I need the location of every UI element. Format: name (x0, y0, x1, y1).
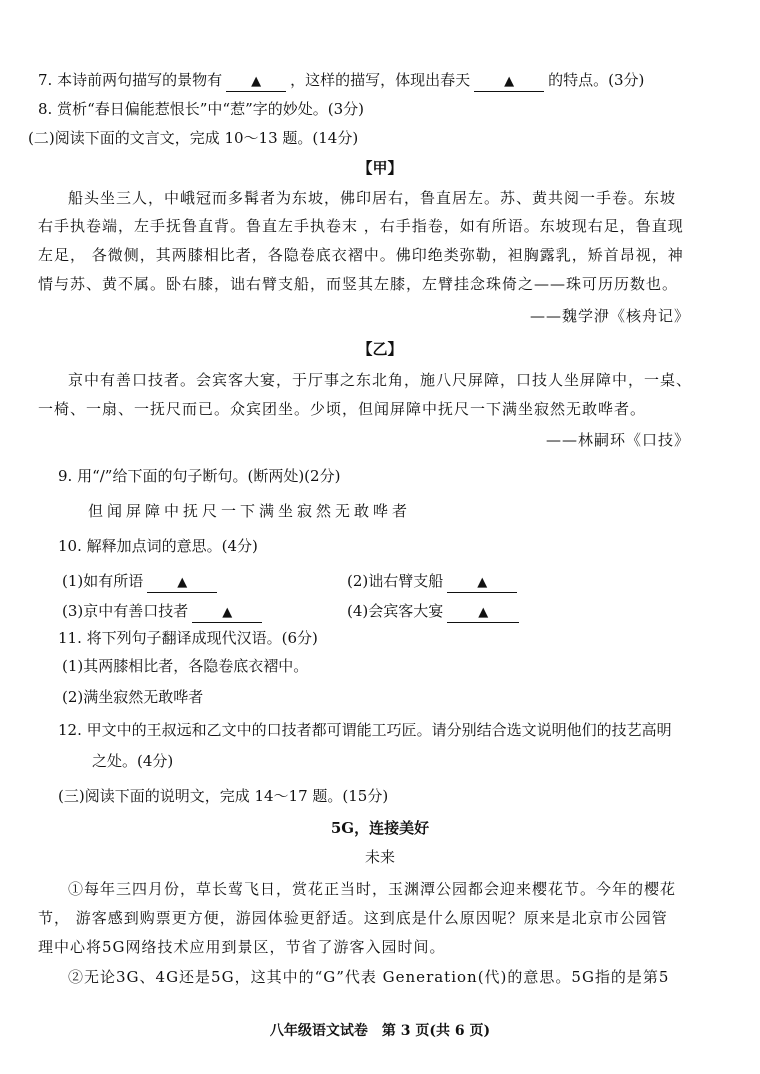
passage-jia-line: 右手执卷端，左手抚鲁直背。鲁直左手执卷末 ，右手指卷，如有所语。东坡现右足，鲁直现 (38, 217, 684, 235)
question-10: 10. 解释加点词的意思。(4分) (58, 537, 258, 555)
q9-sentence: 但闻屏障中抚尺一下满坐寂然无敢哗者 (88, 502, 412, 520)
question-11: 11. 将下列句子翻译成现代汉语。(6分) (58, 629, 318, 647)
section-3-heading: (三)阅读下面的说明文，完成 14～17 题。(15分) (58, 787, 389, 805)
passage-yi-line: 京中有善口技者。会宾客大宴，于厅事之东北角，施八尺屏障，口技人坐屏障中，一桌、 (68, 371, 693, 389)
question-7 (38, 69, 644, 92)
article-paragraph-line: 理中心将5G网络技术应用到景区，节省了游客入园时间。 (38, 938, 446, 956)
q11-item-2: (2)满坐寂然无敢哗者 (62, 688, 204, 706)
passage-yi-title: 【乙】 (357, 340, 403, 358)
answer-blank[interactable]: ▲ (192, 602, 262, 623)
passage-jia-title: 【甲】 (357, 159, 403, 177)
passage-yi-source: ——林嗣环《口技》 (545, 431, 690, 449)
q7-text-3: 的特点。(3分) (548, 71, 645, 89)
q11-item-1: (1)其两膝相比者，各隐卷底衣褶中。 (62, 657, 309, 675)
article-paragraph-line: ①每年三四月份，草长莺飞日，赏花正当时，玉渊潭公园都会迎来樱花节。今年的樱花 (68, 880, 677, 898)
answer-blank[interactable]: ▲ (226, 71, 286, 92)
q10-item-3: (3)京中有善口技者 ▲ (62, 600, 266, 623)
article-title: 5G，连接美好 (330, 819, 430, 837)
q10-item-1: (1)如有所语 ▲ (62, 570, 221, 593)
article-author: 未来 (364, 848, 395, 866)
q7-text-1: 7. 本诗前两句描写的景物有 (38, 71, 223, 89)
q10-item-2: (2)诎右臂支船 ▲ (347, 570, 521, 593)
answer-blank[interactable]: ▲ (147, 572, 217, 593)
passage-jia-line: 船头坐三人，中峨冠而多髯者为东坡，佛印居右，鲁直居左。苏、黄共阅一手卷。东坡 (68, 189, 677, 207)
q10-item-4: (4)会宾客大宴 ▲ (347, 600, 523, 623)
answer-blank[interactable]: ▲ (447, 572, 517, 593)
question-8: 8. 赏析“春日偏能惹恨长”中“惹”字的妙处。(3分) (38, 100, 365, 118)
answer-blank[interactable]: ▲ (474, 71, 544, 92)
q7-text-2: ，这样的描写，体现出春天 (290, 71, 471, 89)
question-12: 12. 甲文中的王叔远和乙文中的口技者都可谓能工巧匠。请分别结合选文说明他们的技艺高明 (58, 721, 672, 739)
passage-yi-line: 一椅、一扇、一抚尺而已。众宾团坐。少顷，但闻屏障中抚尺一下满坐寂然无敢哗者。 (38, 400, 647, 418)
question-12-cont: 之处。(4分) (92, 752, 174, 770)
article-paragraph-line: ②无论3G、4G还是5G，这其中的“G”代表 Generation(代)的意思。5G指的是第5 (68, 968, 670, 986)
passage-jia-line: 左足， 各微侧，其两膝相比者，各隐卷底衣褶中。佛印绝类弥勒，袒胸露乳，矫首昂视，神 (38, 246, 684, 264)
passage-jia-line: 情与苏、黄不属。卧右膝，诎右臂支船，而竖其左膝，左臂挂念珠倚之——珠可历历数也。 (38, 275, 679, 293)
question-9: 9. 用“/”给下面的句子断句。(断两处)(2分) (58, 467, 341, 485)
answer-blank[interactable]: ▲ (447, 602, 519, 623)
page-footer: 八年级语文试卷 第 3 页(共 6 页) (269, 1023, 491, 1039)
article-paragraph-line: 节， 游客感到购票更方便，游园体验更舒适。这到底是什么原因呢？原来是北京市公园管 (38, 909, 668, 927)
section-2-heading: (二)阅读下面的文言文，完成 10～13 题。(14分) (28, 129, 359, 147)
passage-jia-source: ——魏学洢《核舟记》 (529, 307, 690, 325)
